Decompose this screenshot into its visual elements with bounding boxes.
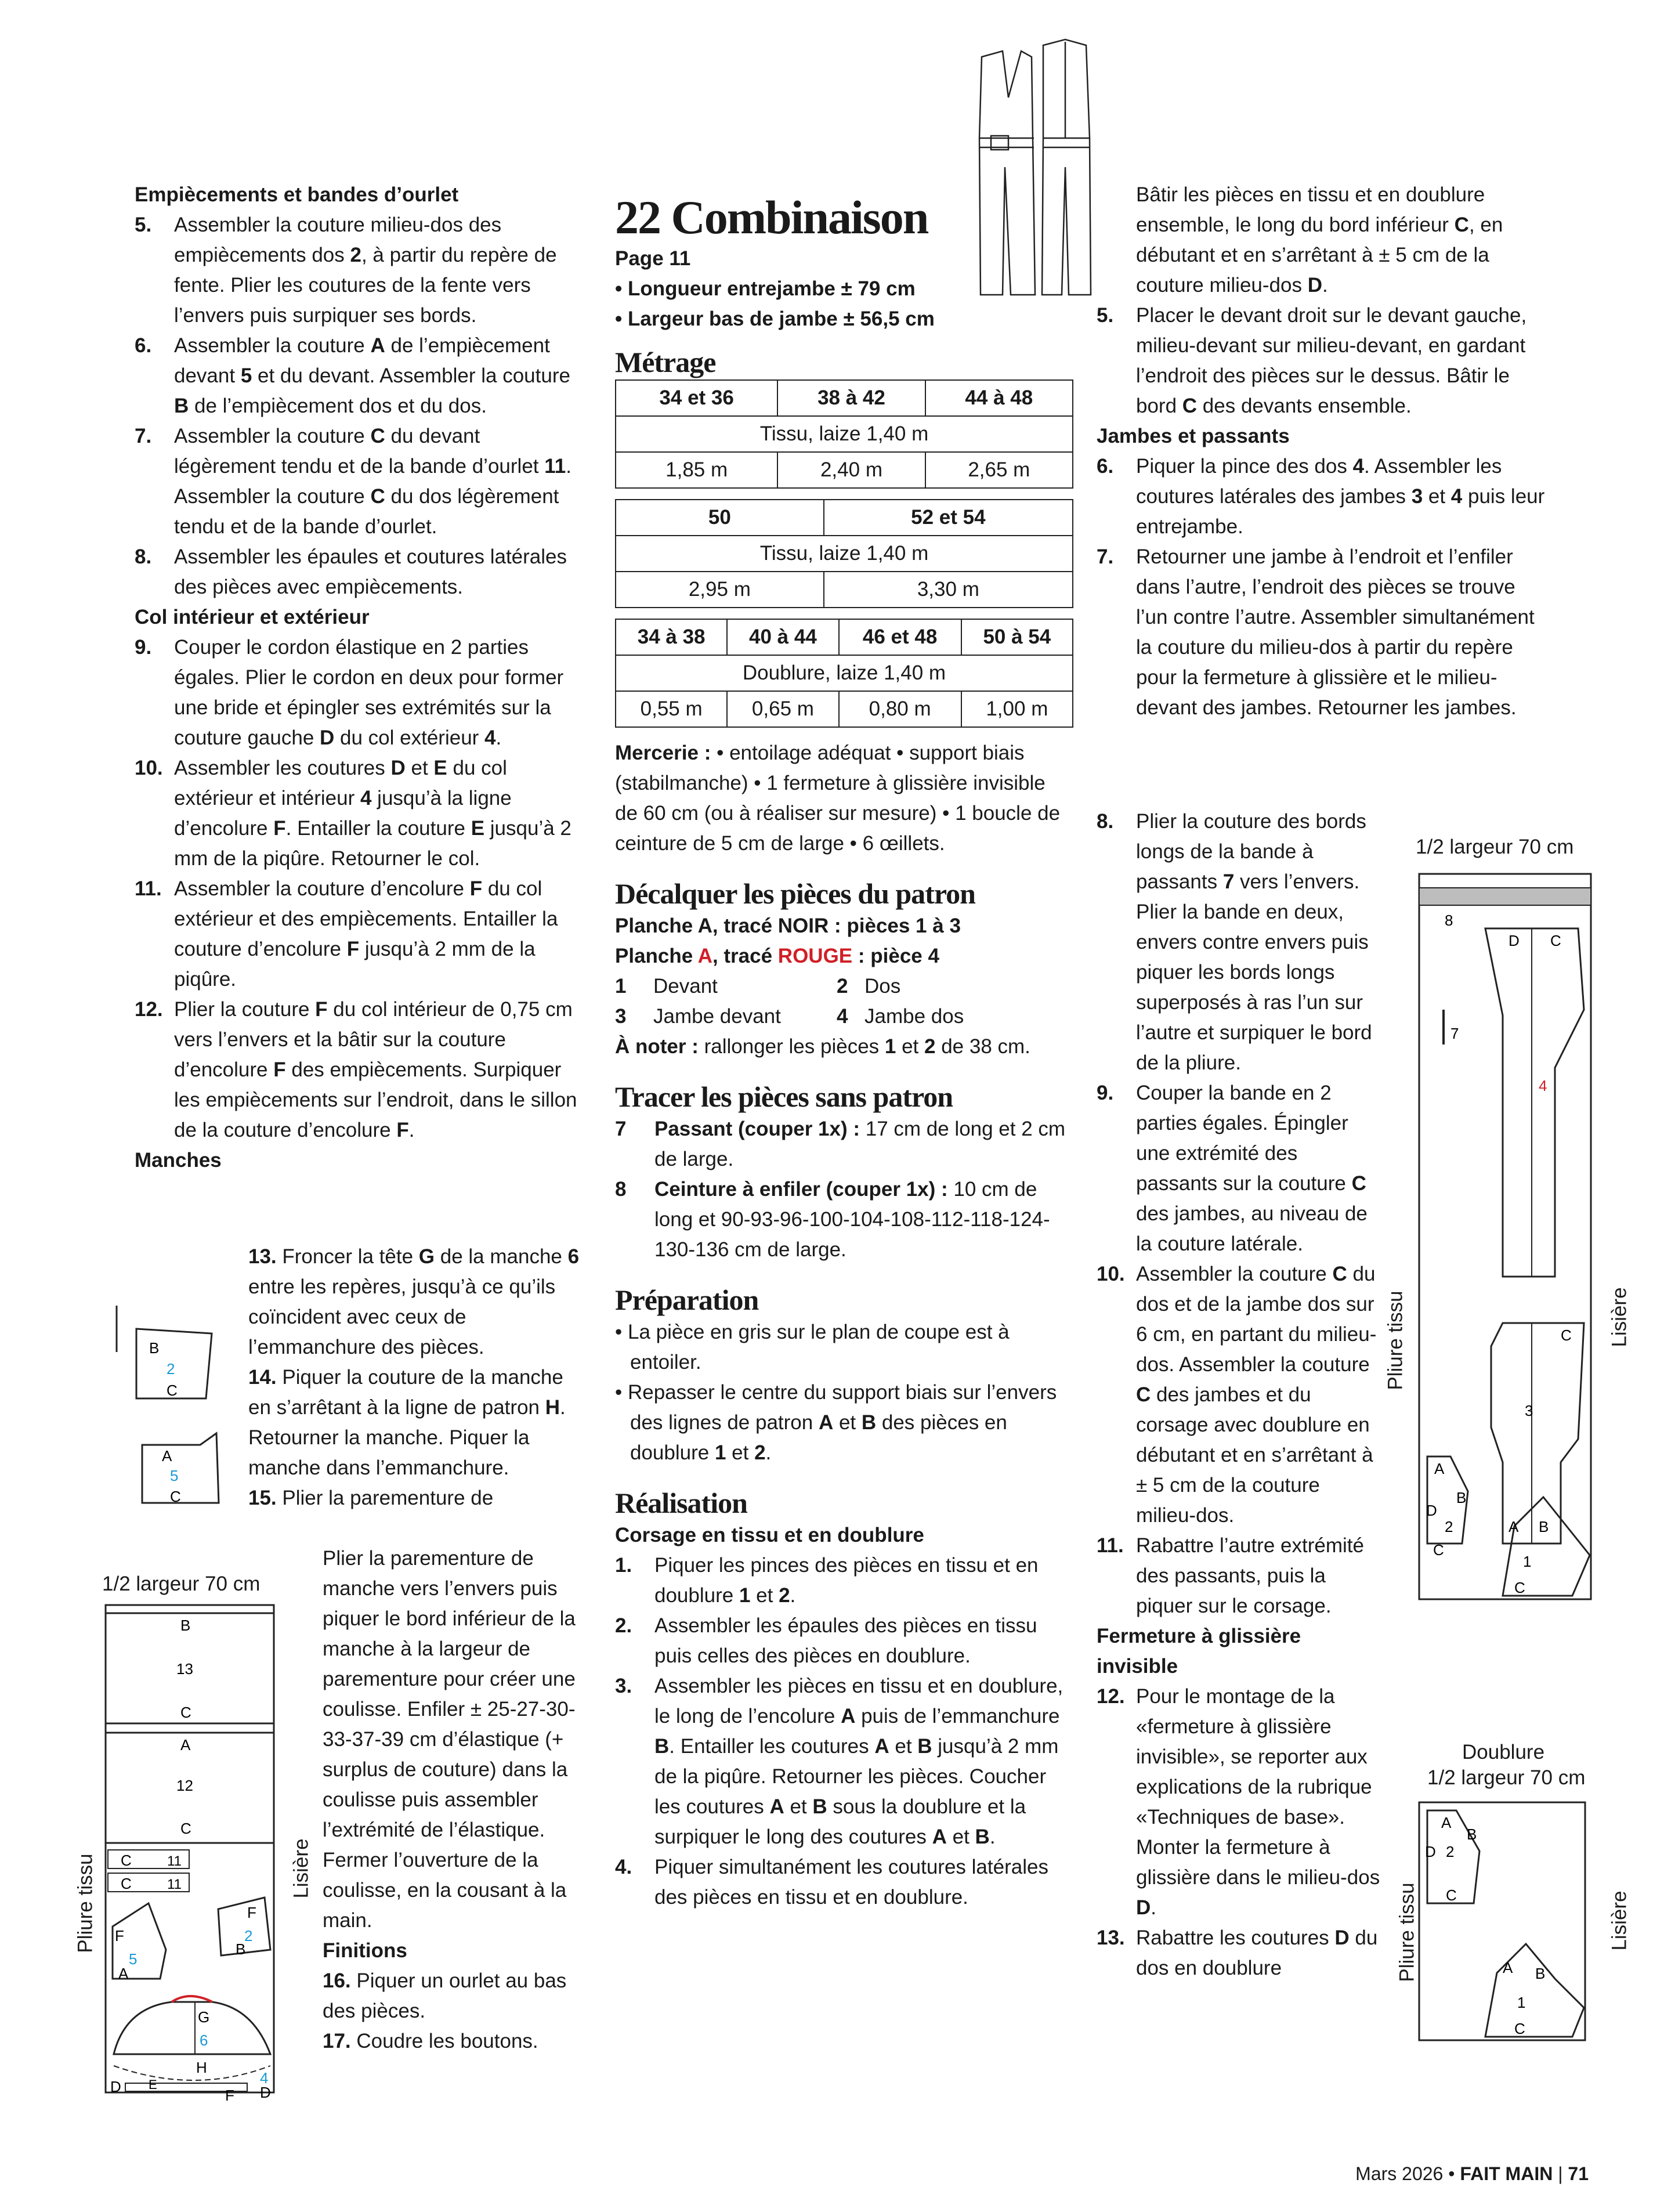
svg-text:C: C: [170, 1488, 181, 1505]
pieces-row-1: 1 Devant 2 Dos: [615, 975, 901, 997]
layout-fold-label: Pliure tissu: [74, 1853, 97, 1953]
svg-text:4: 4: [1539, 1077, 1547, 1094]
heading-preparation: Préparation: [615, 1284, 759, 1316]
svg-text:G: G: [198, 2008, 210, 2026]
svg-text:A: A: [1509, 1518, 1519, 1535]
piece-2-sketch: [113, 1306, 223, 1567]
svg-text:B: B: [1456, 1489, 1467, 1506]
heading-decalquer: Décalquer les pièces du patron: [615, 877, 975, 910]
svg-text:2: 2: [244, 1927, 253, 1944]
column-1: [135, 180, 583, 1176]
svg-text:1: 1: [1523, 1553, 1532, 1570]
svg-text:11: 11: [167, 1853, 182, 1869]
svg-text:A: A: [1441, 1814, 1452, 1831]
column-3: [1097, 180, 1549, 723]
layout3-caption-b: 1/2 largeur 70 cm: [1427, 1766, 1586, 1789]
prep-1: • La pièce en gris sur le plan de coupe est à entoiler.: [615, 1321, 1010, 1374]
yardage-table-1: 34 et 36 38 à 42 44 à 48 Tissu, laize 1,40 m 1,85 m 2,40 m 2,65 m: [615, 379, 1073, 489]
svg-text:A: A: [118, 1965, 129, 1982]
layout2-selvage-label: Lisière: [1608, 1287, 1631, 1347]
piece-7: 7 Passant (couper 1x) : 17 cm de long et 2 cm de large.: [615, 1118, 1066, 1170]
heading-realisation: Réalisation: [615, 1487, 747, 1519]
heading-manches: Manches: [135, 1149, 222, 1172]
c3-step-8: 8. Plier la couture des bords longs de la bande à passants 7 vers l’envers. Plier la bande en deux, envers contre envers puis piquer les bords longs superposés à ras l’un sur l’autre et surpiquer le bord de la pliure.: [1097, 810, 1372, 1074]
svg-text:1: 1: [1517, 1994, 1526, 2011]
svg-text:4: 4: [260, 2069, 269, 2087]
svg-text:B: B: [1467, 1826, 1477, 1843]
c3-step-6: 6. Piquer la pince des dos 4. Assembler les coutures latérales des jambes 3 et 4 puis leur entrejambe.: [1097, 455, 1545, 538]
pieces-row-2: 3 Jambe devant 4 Jambe dos: [615, 1005, 964, 1028]
svg-text:B: B: [1535, 1965, 1546, 1982]
svg-text:12: 12: [176, 1777, 193, 1794]
c3-step-10: 10. Assembler la couture C du dos et de la jambe dos sur 6 cm, en partant du milieu-dos. Assembler la couture C des jambes et du corsage avec doublure en débutant et en s’arrêtant à ± 5 cm de la couture milieu-dos.: [1097, 1263, 1377, 1527]
prep-2: • Repasser le centre du support biais sur l’envers des lignes de patron A et B des pièces en doublure 1 et 2.: [615, 1381, 1057, 1464]
real-step-4: 4. Piquer simultanément les coutures latérales des pièces en tissu et en doublure.: [615, 1856, 1048, 1909]
svg-text:C: C: [167, 1382, 178, 1399]
step-9: 9. Couper le cordon élastique en 2 parties égales. Plier le cordon en deux pour former une bride et épingler ses extrémités sur la couture gauche D du col extérieur 4.: [135, 636, 564, 749]
svg-text:2: 2: [167, 1360, 175, 1378]
svg-text:C: C: [1561, 1327, 1572, 1344]
heading-corsage: Corsage en tissu et en doublure: [615, 1524, 924, 1546]
c3-step-7: 7. Retourner une jambe à l’endroit et l’enfiler dans l’autre, l’endroit des pièces se trouve l’un contre l’autre. Assembler simultanément la couture du milieu-dos à partir du repère pour la fermeture à glissière et le milieu-devant des jambes. Retourner les jambes.: [1097, 545, 1535, 719]
heading-empiecements: Empiècements et bandes d’ourlet: [135, 183, 459, 206]
heading-col: Col intérieur et extérieur: [135, 606, 370, 628]
cutting-layout-2: [1416, 870, 1596, 1607]
a-noter: À noter : rallonger les pièces 1 et 2 de 38 cm.: [615, 1035, 1030, 1058]
svg-text:B: B: [149, 1339, 160, 1357]
svg-text:D: D: [1425, 1843, 1436, 1860]
layout3-fold-label: Pliure tissu: [1395, 1882, 1419, 1982]
step-7: 7. Assembler la couture C du devant légèrement tendu et de la bande d’ourlet 11. Assembler la couture C du dos légèrement tendu et de la bande d’ourlet.: [135, 425, 571, 538]
svg-text:D: D: [1426, 1502, 1437, 1519]
svg-text:C: C: [180, 1704, 191, 1721]
step-15-head: 15. Plier la parementure de: [248, 1487, 494, 1509]
step-10: 10. Assembler les coutures D et E du col extérieur et intérieur 4 jusqu’à la ligne d’encolure F. Entailler la couture E jusqu’à 2 mm de la piqûre. Retourner le col.: [135, 757, 571, 870]
svg-text:A: A: [1503, 1959, 1513, 1976]
step-17: 17. Coudre les boutons.: [323, 2030, 538, 2052]
svg-text:6: 6: [200, 2032, 208, 2049]
svg-text:A: A: [1434, 1460, 1445, 1477]
sleeve-steps-2: [323, 1544, 589, 2056]
svg-text:B: B: [1539, 1518, 1549, 1535]
svg-text:A: A: [162, 1447, 172, 1465]
svg-text:A: A: [180, 1736, 191, 1754]
step-11: 11. Assembler la couture d’encolure F du col extérieur et des empiècements. Entailler la couture d’encolure F jusqu’à 2 mm de la piqûre.: [135, 877, 558, 991]
column-3-narrow: [1097, 807, 1381, 1983]
step-15-body: Plier la parementure de manche vers l’envers puis piquer le bord inférieur de la manche à la largeur de parementure pour créer une coulisse. Enfiler ± 25-27-30-33-37-39 cm d’élastique (+ surplus de couture) dans la coulisse puis assembler l’extrémité de l’élastique. Fermer l’ouverture de la coulisse, en la cousant à la main.: [323, 1547, 576, 1932]
footer-date: Mars 2026 •: [1355, 2163, 1460, 2184]
c3-step-13: 13. Rabattre les coutures D du dos en doublure: [1097, 1927, 1378, 1979]
svg-text:E: E: [149, 2077, 157, 2092]
planche-a-noir: Planche A, tracé NOIR : pièces 1 à 3: [615, 915, 961, 937]
svg-text:B: B: [236, 1940, 246, 1958]
planche-a-rouge: Planche A, tracé ROUGE : pièce 4: [615, 945, 939, 967]
svg-text:H: H: [196, 2059, 207, 2076]
svg-text:D: D: [110, 2078, 121, 2095]
mercerie: Mercerie : • entoilage adéquat • support biais (stabilmanche) • 1 fermeture à glissière invisible de 60 cm (ou à réaliser sur mesure) • 1 boucle de ceinture de 5 cm de large • 6 œillets.: [615, 742, 1061, 855]
c3-step-5: 5. Placer le devant droit sur le devant gauche, milieu-devant sur milieu-devant, en gardant l’endroit des pièces sur le dessus. Bâtir le bord C des devants ensemble.: [1097, 304, 1527, 417]
step-12: 12. Plier la couture F du col intérieur de 0,75 cm vers l’envers et la bâtir sur la couture d’encolure F des empiècements. Surpiquer les empiècements sur l’endroit, dans le sillon de la couture d’encolure F.: [135, 998, 577, 1141]
svg-text:D: D: [1509, 932, 1520, 949]
svg-text:F: F: [115, 1927, 124, 1944]
yardage-table-2: 50 52 et 54 Tissu, laize 1,40 m 2,95 m 3,30 m: [615, 499, 1073, 608]
column-2: [615, 191, 1073, 1913]
svg-text:C: C: [121, 1852, 132, 1869]
footer-magazine: FAIT MAIN: [1460, 2163, 1553, 2184]
piece-8: 8 Ceinture à enfiler (couper 1x) : 10 cm de long et 90-93-96-100-104-108-112-118-124-130-136 cm de large.: [615, 1178, 1050, 1261]
svg-text:C: C: [1514, 2020, 1525, 2037]
layout2-caption: 1/2 largeur 70 cm: [1416, 836, 1574, 858]
step-6: 6. Assembler la couture A de l’empiècement devant 5 et du devant. Assembler la couture B de l’empiècement dos et du dos.: [135, 334, 570, 417]
page-footer: Mars 2026 • FAIT MAIN | 71: [1355, 2163, 1589, 2184]
pattern-title: 22 Combinaison: [615, 191, 928, 244]
spec-inseam: • Longueur entrejambe ± 79 cm: [615, 277, 916, 300]
step-14: 14. Piquer la couture de la manche en s’arrêtant à la ligne de patron H. Retourner la manche. Piquer la manche dans l’emmanchure.: [248, 1366, 566, 1479]
real-step-1: 1. Piquer les pinces des pièces en tissu et en doublure 1 et 2.: [615, 1554, 1039, 1607]
c3-step-11: 11. Rabattre l’autre extrémité des passants, puis la piquer sur le corsage.: [1097, 1534, 1364, 1617]
svg-text:C: C: [180, 1820, 191, 1837]
svg-text:C: C: [1514, 1579, 1525, 1596]
svg-text:C: C: [1433, 1541, 1444, 1559]
heading-finitions: Finitions: [323, 1939, 407, 1962]
svg-text:C: C: [1446, 1886, 1457, 1904]
yardage-table-3: 34 à 38 40 à 44 46 et 48 50 à 54 Doublure, laize 1,40 m 0,55 m 0,65 m 0,80 m 1,00 m: [615, 619, 1073, 728]
cutting-layout-1: [102, 1602, 276, 2101]
step-13: 13. Froncer la tête G de la manche 6 entre les repères, jusqu’à ce qu’ils coïncident avec ceux de l’emmanchure des pièces.: [248, 1245, 580, 1358]
svg-text:7: 7: [1450, 1025, 1459, 1042]
svg-text:3: 3: [1525, 1402, 1533, 1419]
cutting-layout-3: [1416, 1799, 1590, 2048]
svg-text:C: C: [1550, 932, 1561, 949]
svg-text:8: 8: [1445, 912, 1453, 929]
layout3-selvage-label: Lisière: [1608, 1891, 1631, 1951]
spec-hem-width: • Largeur bas de jambe ± 56,5 cm: [615, 308, 935, 330]
svg-text:B: B: [180, 1617, 191, 1634]
layout3-caption-a: Doublure: [1462, 1741, 1545, 1763]
svg-text:5: 5: [129, 1950, 138, 1968]
svg-text:F: F: [225, 2087, 234, 2101]
layout-caption: 1/2 largeur 70 cm: [102, 1573, 261, 1595]
svg-text:C: C: [121, 1875, 132, 1892]
svg-text:11: 11: [167, 1877, 182, 1892]
heading-jambes: Jambes et passants: [1097, 425, 1290, 447]
heading-metrage: Métrage: [615, 346, 716, 378]
svg-text:13: 13: [176, 1660, 193, 1678]
real-step-2: 2. Assembler les épaules des pièces en tissu puis celles des pièces en doublure.: [615, 1614, 1037, 1667]
c3-step-9: 9. Couper la bande en 2 parties égales. Épingler une extrémité des passants sur la couture C des jambes, au niveau de la couture latérale.: [1097, 1082, 1368, 1255]
layout2-fold-label: Pliure tissu: [1384, 1291, 1407, 1390]
step-8: 8. Assembler les épaules et coutures latérales des pièces avec empiècements.: [135, 545, 567, 598]
intro-baste: Bâtir les pièces en tissu et en doublure ensemble, le long du bord inférieur C, en débutant et en s’arrêtant à ± 5 cm de la couture milieu-dos D.: [1136, 183, 1503, 297]
svg-text:5: 5: [170, 1467, 179, 1484]
heading-tracer: Tracer les pièces sans patron: [615, 1080, 953, 1113]
jumpsuit-illustration: [968, 34, 1095, 301]
svg-text:2: 2: [1445, 1518, 1453, 1535]
heading-fermeture: Fermeture à glissière invisible: [1097, 1625, 1301, 1678]
real-step-3: 3. Assembler les pièces en tissu et en doublure, le long de l’encolure A puis de l’emmanchure B. Entailler les coutures A et B jusqu’à 2 mm de la piqûre. Retourner les pièces. Coucher les coutures A et B sous la doublure et la surpiquer le long des coutures A et B.: [615, 1675, 1063, 1848]
layout-selvage-label: Lisière: [290, 1838, 313, 1899]
svg-text:2: 2: [1446, 1843, 1455, 1860]
svg-text:F: F: [247, 1904, 256, 1921]
page-ref: Page 11: [615, 247, 691, 270]
svg-text:D: D: [260, 2084, 271, 2101]
sleeve-steps: [248, 1242, 591, 1513]
step-16: 16. Piquer un ourlet au bas des pièces.: [323, 1969, 567, 2022]
footer-page-number: 71: [1568, 2163, 1589, 2184]
step-5: 5. Assembler la couture milieu-dos des empiècements dos 2, à partir du repère de fente. Plier les coutures de la fente vers l’envers puis surpiquer ses bords.: [135, 214, 557, 327]
c3-step-12: 12. Pour le montage de la «fermeture à glissière invisible», se reporter aux explications de la rubrique «Techniques de base». Monter la fermeture à glissière dans le milieu-dos D.: [1097, 1685, 1380, 1919]
